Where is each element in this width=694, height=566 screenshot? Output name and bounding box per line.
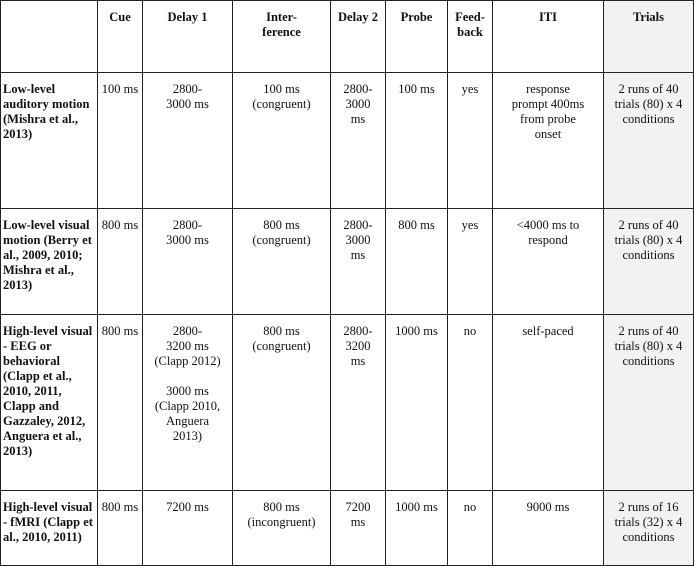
delay1-cell: 2800- 3000 ms — [143, 209, 233, 315]
condition-cell: Low-level auditory motion (Mishra et al., 2013) — [1, 73, 98, 209]
probe-cell: 800 ms — [386, 209, 448, 315]
iti-cell: <4000 ms to respond — [493, 209, 604, 315]
feedback-cell: no — [448, 491, 493, 566]
header-delay1: Delay 1 — [143, 1, 233, 73]
cue-cell: 800 ms — [98, 315, 143, 491]
probe-cell: 1000 ms — [386, 491, 448, 566]
probe-cell: 100 ms — [386, 73, 448, 209]
delay2-cell: 7200 ms — [331, 491, 386, 566]
condition-cell: High-level visual - EEG or behavioral (Clapp et al., 2010, 2011, Clapp and Gazzaley, 2012, Anguera et al., 2013) — [1, 315, 98, 491]
trials-cell: 2 runs of 40 trials (80) x 4 conditions — [604, 73, 694, 209]
delay1-value-a: 2800- 3200 ms (Clapp 2012) — [154, 324, 221, 368]
feedback-cell: yes — [448, 73, 493, 209]
condition-cell: Low-level visual motion (Berry et al., 2009, 2010; Mishra et al., 2013) — [1, 209, 98, 315]
spacer — [145, 369, 230, 384]
trials-cell: 2 runs of 16 trials (32) x 4 conditions — [604, 491, 694, 566]
header-feedback: Feed- back — [448, 1, 493, 73]
table-row — [1, 315, 694, 491]
delay2-cell: 2800- 3000 ms — [331, 73, 386, 209]
iti-cell: 9000 ms — [493, 491, 604, 566]
header-trials: Trials — [604, 1, 694, 73]
trials-cell: 2 runs of 40 trials (80) x 4 conditions — [604, 209, 694, 315]
interference-cell: 800 ms (congruent) — [233, 209, 331, 315]
table-row — [1, 491, 694, 566]
cue-cell: 100 ms — [98, 73, 143, 209]
feedback-cell: yes — [448, 209, 493, 315]
header-probe: Probe — [386, 1, 448, 73]
interference-cell: 800 ms (congruent) — [233, 315, 331, 491]
delay1-cell: 7200 ms — [143, 491, 233, 566]
header-interference: Inter- ference — [233, 1, 331, 73]
header-delay2: Delay 2 — [331, 1, 386, 73]
probe-cell: 1000 ms — [386, 315, 448, 491]
interference-cell: 800 ms (incongruent) — [233, 491, 331, 566]
delay2-cell: 2800- 3200 ms — [331, 315, 386, 491]
condition-cell: High-level visual - fMRI (Clapp et al., 2010, 2011) — [1, 491, 98, 566]
header-cue: Cue — [98, 1, 143, 73]
trials-cell: 2 runs of 40 trials (80) x 4 conditions — [604, 315, 694, 491]
table-row — [1, 73, 694, 209]
header-condition — [1, 1, 98, 73]
interference-cell: 100 ms (congruent) — [233, 73, 331, 209]
delay1-value-b: 3000 ms (Clapp 2010, Anguera 2013) — [154, 384, 221, 443]
table-row — [1, 209, 694, 315]
iti-cell: response prompt 400ms from probe onset — [493, 73, 604, 209]
delay2-cell: 2800- 3000 ms — [331, 209, 386, 315]
feedback-cell: no — [448, 315, 493, 491]
delay1-cell: 2800- 3000 ms — [143, 73, 233, 209]
header-iti: ITI — [493, 1, 604, 73]
iti-cell: self-paced — [493, 315, 604, 491]
delay1-cell — [143, 315, 233, 491]
cue-cell: 800 ms — [98, 491, 143, 566]
cue-cell: 800 ms — [98, 209, 143, 315]
header-row — [1, 1, 694, 73]
